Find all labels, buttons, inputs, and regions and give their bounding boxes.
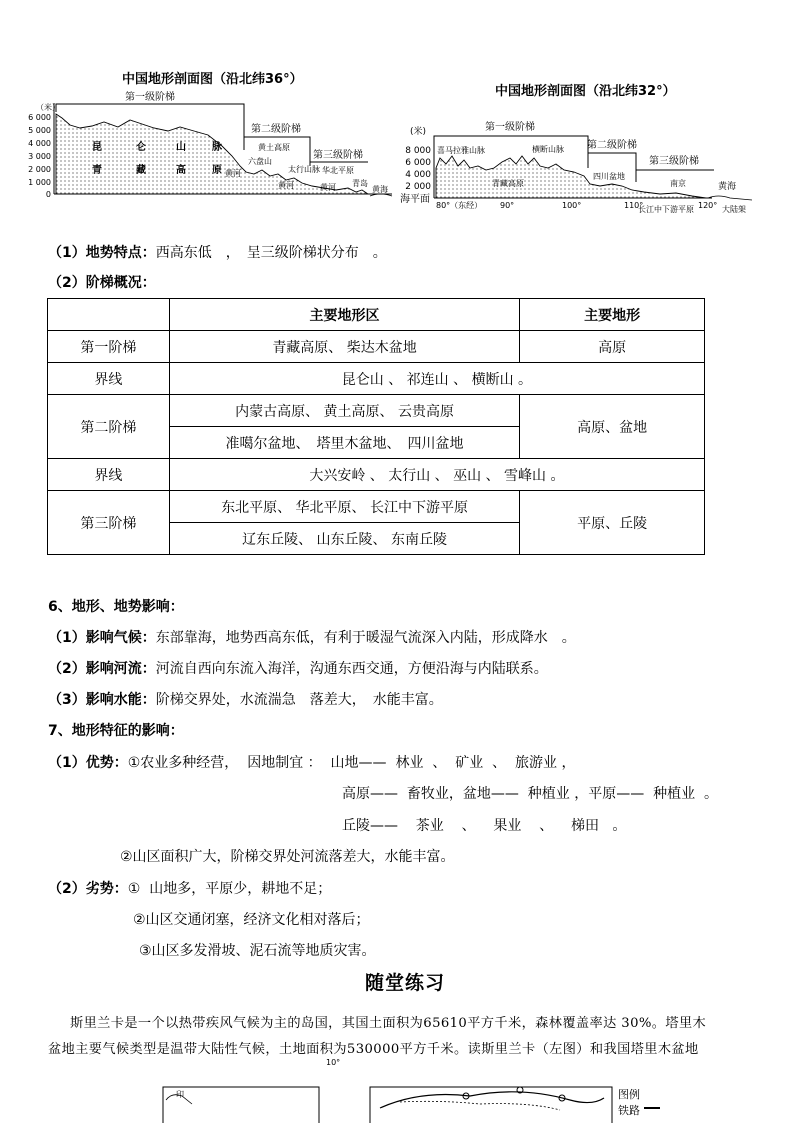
practice-para-line1: 斯里兰卡是一个以热带疾风气候为主的岛国，其国土面积为65610平方千米，森林覆盖率达 30%。塔里木 (70, 1016, 707, 1031)
s7-dis3: ③山区多发滑坡、泥石流等地质灾害。 (139, 943, 376, 959)
border1-value: 昆仑山 、 祁连山 、 横断山 。 (169, 363, 704, 395)
step2-forms: 高原、盆地 (520, 395, 705, 459)
step1-areas: 青藏高原、 柴达木盆地 (169, 331, 519, 363)
table-row (48, 491, 705, 523)
right-himalaya: 喜马拉雅山脉 (437, 146, 485, 155)
table-row (48, 331, 705, 363)
step2-areas1: 内蒙古高原、 黄土高原、 云贵高原 (169, 395, 519, 427)
left-y-tick: 4 000 (28, 139, 51, 148)
s7-adv1: ①农业多种经营， 因地制宜 ： 山地—— 林业 、 矿业 、 旅游业 ， (127, 755, 576, 771)
left-y-tick: 1 000 (28, 178, 51, 187)
left-huanghai: 黄海 (372, 185, 388, 194)
s7-adv-label: （1）优势： (48, 755, 128, 771)
s6-l3-text: 阶梯交界处，水流湍急 落差大， 水能丰富。 (155, 692, 443, 708)
right-y-tick: 8 000 (405, 146, 431, 156)
left-y-tick: 5 000 (28, 126, 51, 135)
right-qingzang: 青藏高原 (492, 179, 524, 188)
s7-dis-label: （2）劣势： (48, 881, 128, 897)
left-kunlun-1: 昆 (92, 142, 102, 153)
map-left-label: 印 (176, 1090, 184, 1099)
q2-label: （2）阶梯概况： (48, 275, 156, 291)
right-hengduan: 横断山脉 (532, 145, 564, 154)
left-qingzang-2: 藏 (136, 165, 146, 176)
right-step1-label: 第一级阶梯 (485, 122, 535, 133)
left-huanghe2: 黄河 (278, 181, 294, 190)
step2-areas2: 准噶尔盆地、 塔里木盆地、 四川盆地 (169, 427, 519, 459)
practice-para-line2: 盆地主要气候类型是温带大陆性气候，土地面积为530000平方千米。读斯里兰卡（左图）和我国塔里木盆地 (48, 1042, 699, 1057)
s6-line1 (48, 627, 576, 647)
s7-adv3: 丘陵—— 茶业 、 果业 、 梯田 。 (342, 818, 627, 834)
left-liupanshan: 六盘山 (248, 157, 272, 166)
s6-l3-label: （3）影响水能： (48, 692, 156, 708)
right-dalujia: 大陆架 (722, 205, 746, 214)
left-huabei: 华北平原 (322, 166, 354, 175)
map-legend-railway: 铁路 (618, 1104, 640, 1117)
border2-value: 大兴安岭 、 太行山 、 巫山 、 雪峰山 。 (169, 459, 704, 491)
table-head-forms: 主要地形 (520, 299, 705, 331)
table-row (48, 459, 705, 491)
right-x-tick: 110° (624, 201, 644, 210)
left-y-tick: 2 000 (28, 165, 51, 174)
map-tick-label: 10° (326, 1058, 341, 1067)
left-taihang: 太行山脉 (288, 165, 320, 174)
right-unit: (米) (410, 127, 427, 137)
table-row (48, 395, 705, 427)
table-row (48, 299, 705, 331)
left-kunlun-4: 脉 (212, 142, 222, 153)
right-y-tick: 2 000 (405, 182, 431, 192)
right-huanghai: 黄海 (718, 182, 737, 192)
s6-line3 (48, 689, 443, 709)
left-y-tick: 6 000 (28, 113, 51, 122)
map-legend-title: 图例 (618, 1088, 640, 1101)
practice-maps (0, 1060, 794, 1123)
right-nanjing: 南京 (670, 179, 686, 188)
step2-name: 第二阶梯 (48, 395, 170, 459)
s7-adv2: 高原—— 畜牧业，盆地—— 种植业 ，平原—— 种植业 。 (342, 786, 719, 802)
right-sichuan: 四川盆地 (593, 172, 625, 181)
left-step1-label: 第一级阶梯 (125, 92, 175, 103)
left-qingzang-3: 高 (176, 165, 186, 176)
right-profile-figure (0, 0, 794, 230)
left-huanghe: 黄河 (225, 169, 241, 178)
left-kunlun-2: 仑 (136, 142, 146, 153)
step3-areas2: 辽东丘陵、 山东丘陵、 东南丘陵 (169, 523, 519, 555)
s6-l1-text: 东部靠海，地势西高东低，有利于暖湿气流深入内陆，形成降水 。 (155, 630, 576, 646)
right-sea-level: 海平面 (400, 194, 430, 205)
section7-title: 7、地形特征的影响： (48, 723, 184, 739)
left-y-tick: 0 (45, 190, 51, 199)
right-figure-title: 中国地形剖面图（沿北纬32°） (495, 84, 676, 99)
q1-label: （1）地势特点： (48, 245, 156, 261)
right-y-tick: 6 000 (405, 158, 431, 168)
s7-dis2: ②山区交通闭塞，经济文化相对落后； (133, 912, 370, 928)
right-step2-label: 第二级阶梯 (587, 140, 637, 151)
left-qingzang-4: 原 (212, 165, 222, 176)
q1-value: 西高东低 ， 呈三级阶梯状分布 。 (155, 245, 387, 261)
border1-name: 界线 (48, 363, 170, 395)
s6-l2-text: 河流自西向东流入海洋，沟通东西交通，方便沿海与内陆联系。 (155, 661, 548, 677)
left-huanghe3: 黄河 (320, 183, 336, 192)
table-row (48, 363, 705, 395)
right-x-tick: 90° (500, 201, 515, 210)
border2-name: 界线 (48, 459, 170, 491)
left-step3-label: 第三级阶梯 (313, 150, 363, 161)
left-y-tick: 3 000 (28, 152, 51, 161)
left-qingzang-1: 青 (92, 165, 102, 176)
step3-areas1: 东北平原、 华北平原、 长江中下游平原 (169, 491, 519, 523)
s6-l1-label: （1）影响气候： (48, 630, 156, 646)
right-x-tick: 80°（东经） (436, 201, 483, 210)
right-x-tick: 100° (562, 201, 582, 210)
section6-title: 6、地形、地势影响： (48, 599, 184, 615)
left-unit: （米） (36, 103, 60, 112)
right-step3-label: 第三级阶梯 (649, 156, 699, 167)
practice-title: 随堂练习 (365, 972, 446, 994)
right-x-tick: 120° (698, 201, 718, 210)
left-figure-title: 中国地形剖面图（沿北纬36°） (122, 72, 303, 87)
table-head-areas: 主要地形区 (169, 299, 519, 331)
s7-adv4: ②山区面积广大，阶梯交界处河流落差大，水能丰富。 (120, 849, 455, 865)
step3-name: 第三阶梯 (48, 491, 170, 555)
ladder-table (47, 298, 705, 555)
left-qingdao: 青岛 (352, 179, 368, 188)
step3-forms: 平原、丘陵 (520, 491, 705, 555)
s7-adv-line1 (48, 752, 576, 772)
right-y-tick: 4 000 (405, 170, 431, 180)
step1-forms: 高原 (520, 331, 705, 363)
table-head-empty (48, 299, 170, 331)
right-changjiang: 长江中下游平原 (638, 205, 694, 214)
q1-line (48, 242, 387, 262)
s7-dis-line1 (48, 878, 331, 898)
s6-line2 (48, 658, 548, 678)
left-kunlun-3: 山 (176, 142, 186, 153)
left-huangtu: 黄土高原 (258, 143, 290, 152)
s6-l2-label: （2）影响河流： (48, 661, 156, 677)
step1-name: 第一阶梯 (48, 331, 170, 363)
s7-dis1: ① 山地多，平原少，耕地不足； (127, 881, 332, 897)
left-step2-label: 第二级阶梯 (251, 124, 301, 135)
